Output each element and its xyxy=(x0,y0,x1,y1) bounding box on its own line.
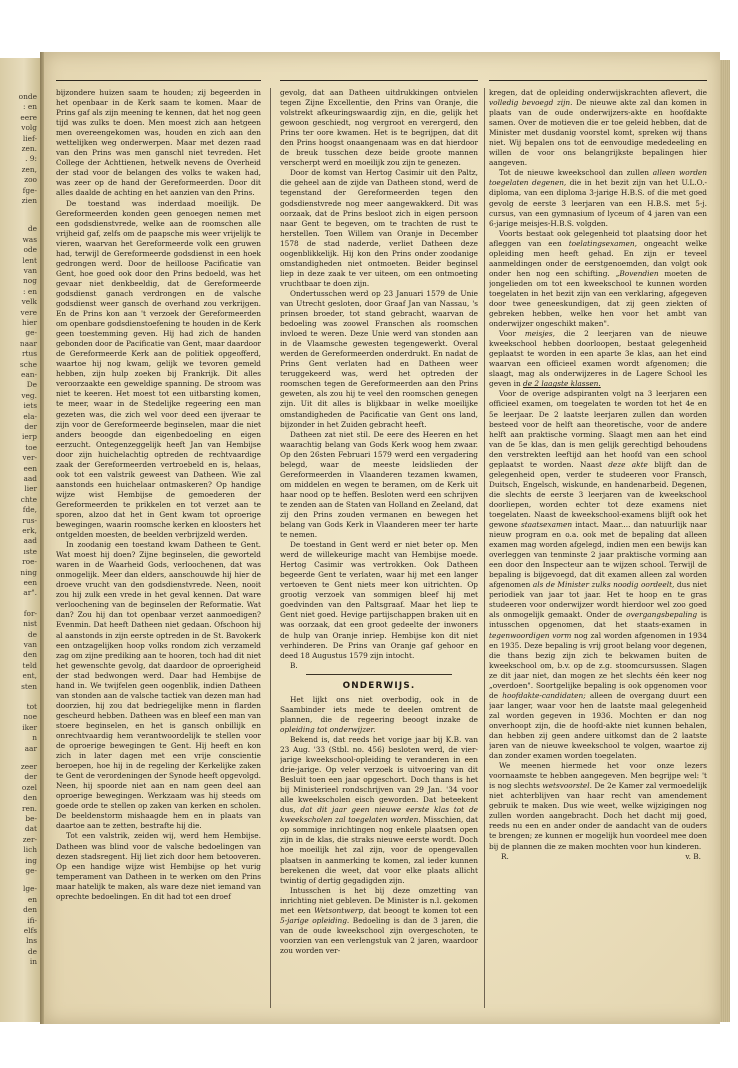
text-run: kregen, dat de opleiding onderwijskrachten aflevert, die xyxy=(489,88,707,97)
emphasis-run: tegenwoordigen vorm xyxy=(489,630,572,640)
prev-page-fragment: sten xyxy=(21,681,37,691)
prev-page-fragment: lich xyxy=(23,845,37,855)
col3-paragraph-5 xyxy=(489,389,707,761)
article-separator xyxy=(306,674,452,675)
prev-page-fragment: . 9: xyxy=(25,154,37,164)
prev-page-fragment: naar xyxy=(19,338,37,348)
col2-paragraph-5: De toestand in Gent werd er niet beter op. Men werd de willekeurige macht van Hembijse moede. Hertog Casimir was vertrokken. Ook Datheen begeerde Gent te verlaten, waar hij met een langer vertoeven te Gent niets meer kon uitrichten. Op grootig verzoek van sommigen bleef hij met goedvinden van den Paltsgraaf. Maar het liep te Gent niet goed. Hevige partijschappen braken uit en was oorzaak, dat een groot gedeelte der inwoners de hulp van Oranje inriep. Hembijse kon dit niet verhinderen. De Prins van Oranje gaf gehoor en deed 18 Augustus 1579 zijn intocht. xyxy=(280,540,478,660)
col2-paragraph-2: Door de komst van Hertog Casimir uit den Paltz, die geheel aan de zijde van Datheen stond, werd de tegenstand der Gereformeerden tegen den godsdienstvrede nog meer aangewakkerd. Dit was oorzaak, dat de Prins besloot zich in eigen persoon naar Gent te begeven, om te trachten de rust te herstellen. Toen Willem van Oranje in December 1578 de stad naderde, verliet Datheen deze oogenblikkelijk. Hij kon den Prins onder zoodanige omstandigheden niet ontmoeten. Beider beginsel liep in deze zaak te ver uiteen, om een ontmoeting vruchtbaar te doen zijn. xyxy=(280,168,478,288)
prev-page-fragment: onde xyxy=(18,92,37,101)
emphasis-run: dat dit jaar geen nieuwe eerste klas tot de kweekscholen zal toegelaten worden. xyxy=(280,805,478,825)
article-signature-row xyxy=(489,852,707,862)
prev-page-fragment: aad xyxy=(23,474,37,483)
prev-page-fragment: sche xyxy=(19,359,37,369)
signature-right: v. B. xyxy=(685,851,701,861)
text-run: alleen de overgang duurt een jaar langer, waar voor hen de laatste maal gelegenheid zal worden gegeven in 1936. Mochten er dan nog onverhoopt zijn, die de hoofd-akte niet kunnen behalen, dan hebben zij geen andere uitkomst dan de 2 laatste jaren van de nieuwe kweekschool te volgen, waartoe zij dan zonder examen worden toegelaten. xyxy=(489,690,707,761)
prev-page-fragment: aar xyxy=(24,743,37,753)
prev-page-fragment: eere xyxy=(20,112,37,122)
emphasis-run: toelatingsexamen, xyxy=(568,238,637,248)
prev-page-fragment: teld xyxy=(22,660,37,670)
prev-page-fragment: van xyxy=(23,640,37,649)
prev-page-fragment: ning xyxy=(20,567,37,577)
prev-page-fragment: be- xyxy=(25,814,37,823)
prev-page-fragment: fge- xyxy=(22,185,37,195)
emphasis-run: 5-jarige opleiding. xyxy=(280,915,350,925)
newspaper-page xyxy=(44,52,720,1024)
prev-page-fragment: hier xyxy=(21,318,37,327)
emphasis-run: Wetsontwerp, xyxy=(314,905,366,915)
prev-page-fragment: ar". xyxy=(23,588,37,598)
col2-paragraph-6 xyxy=(280,695,478,735)
prev-page-fragment: ing xyxy=(25,855,37,865)
text-run: Intusschen is het bij deze omzetting van inrichting niet gebleven. De Minister is n.l. gekomen met een xyxy=(280,885,478,915)
prev-page-fragment: zoo xyxy=(24,175,37,185)
prev-page-fragment: rtus xyxy=(21,349,37,359)
col2-paragraph-3: Ondertusschen werd op 23 Januari 1579 de Unie van Utrecht gesloten, door Graaf Jan van Nassau, 's prinsen broeder, tot stand gebracht, waarvan de bedoeling was zoowel Franschen als roomschen invloed te weren. Deze Unie werd van stonden aan in de Vlaamsche gewesten tegengewerkt. Overal werden de Gereformeerden onderdrukt. En nadat de Prins Gent verlaten had en Datheen weer teruggekeerd was, werd het optreden der roomschen tegen de Gereformeerden aan den Prins geweten, als zou hij te veel den roomschen genegen zijn. Uit dit alles is blijkbaar in welke moeilijke omstandigheden de Pacificatie van Gent ons land, bijzonder in het Zuiden gebracht heeft. xyxy=(280,288,478,429)
col1-paragraph-4: Tot een valstrik, zeiden wij, werd hem Hembijse. Datheen was blind voor de valsche bedoelingen van dezen stadsregent. Hij liet zich door hem betooveren. Op een handige wijze wist Hembijse op het vurig temperament van Datheen in te werken om den Prins maar hatelijk te maken, als ware deze niet iemand van oprechte bedoelingen. En dit had tot een droef xyxy=(56,831,261,901)
col3-paragraph-4 xyxy=(489,329,707,389)
prev-page-fragment: en xyxy=(27,894,37,904)
prev-page-fragment: zien xyxy=(21,196,37,205)
emphasis-run: alleen worden toegelaten degenen, xyxy=(489,168,707,188)
prev-page-fragment: nog xyxy=(23,276,37,286)
prev-page-fragment: : en xyxy=(23,286,37,296)
prev-page-fragment: den xyxy=(23,905,37,915)
prev-page-fragment: veg. xyxy=(21,390,37,400)
prev-page-fragment: velk xyxy=(21,297,37,307)
prev-page-fragment: ge- xyxy=(25,866,37,875)
emphasis-run: volledig bevoegd zijn. xyxy=(489,98,573,108)
article-signature-b: B. xyxy=(290,660,298,670)
prev-page-fragment: noe xyxy=(23,712,37,722)
prev-page-fragment: lge- xyxy=(23,884,37,894)
top-rule-col2 xyxy=(280,80,478,81)
prev-page-fragment: De xyxy=(26,380,37,390)
prev-page-fragment: erk, xyxy=(22,526,37,535)
prev-page-fragment: zen, xyxy=(21,164,37,174)
prev-page-fragment: n xyxy=(32,733,37,743)
prev-page-fragment: ifi- xyxy=(27,915,37,925)
col3-paragraph-1 xyxy=(489,88,707,168)
text-run: is intusschen opgenomen, dat het staats-examen in xyxy=(489,610,707,630)
prev-page-fragment: lent xyxy=(22,255,37,265)
text-run: moeten de jongelieden om tot een kweekschool te kunnen worden toegelaten in het bezit zijn van een verklaring, afgegeven door twee geneeskundigen, dat zij geen ziekten of gebreken hebben, welke hen voor het ambt van onderwijzer ongeschikt maken". xyxy=(489,268,707,329)
prev-page-fragment: ver- xyxy=(22,453,37,463)
prev-page-fragment: dat xyxy=(24,824,37,834)
text-run: die 2 leerjaren van de nieuwe kweekschool hebben doorloopen, bestaat gelegenheid geplaatst te worden in een aparte 3e klas, aan het eind waarvan een officieel examen wordt afgenomen; die slaagt, mag als onderwijzeres in de Lagere School les geven in xyxy=(489,329,707,389)
prev-page-fragment: ean- xyxy=(20,370,37,379)
prev-page-fragment: ierp xyxy=(21,432,37,442)
prev-page-fragment: tot xyxy=(26,702,37,711)
prev-page-fragment: den xyxy=(23,793,37,803)
text-run: Misschien, dat op sommige inrichtingen nog enkele plaatsen open zijn in de klas, die straks nieuwe eerste wordt. Doch hoe moeilijk het zal zijn, voor de opengevallen plaatsen in aanmerking te komen, zal ieder kunnen berekenen die weet, dat voor elke plaats allicht twintig of dertig gegadigden zijn. xyxy=(280,815,478,885)
col2-paragraph-7 xyxy=(280,735,478,886)
prev-page-fragment: toe xyxy=(25,442,37,452)
prev-page-fragment: ge- xyxy=(25,328,37,338)
prev-page-fragment: ent, xyxy=(22,671,37,681)
prev-page-fragment: ıste xyxy=(23,546,37,556)
col3-paragraph-6 xyxy=(489,761,707,851)
prev-page-fragment: : en xyxy=(23,102,37,112)
col3-paragraph-2 xyxy=(489,168,707,228)
prev-page-fragment: ren. xyxy=(21,803,37,813)
prev-page-fragment: lns xyxy=(26,936,37,946)
prev-page-fragment: volg xyxy=(21,123,37,133)
text-run: ongeacht welke opleiding men heeft gehad. En zijn er teveel aanmeldingen onder de eerstgenoemden, dan volgt ook onder hen nog een schifting. xyxy=(489,238,707,278)
column-1 xyxy=(56,88,261,1008)
emphasis-run: overgangsbepaling xyxy=(626,610,698,620)
prev-page-fragment: der xyxy=(24,422,37,431)
prev-page-fragment: ode xyxy=(23,245,37,255)
emphasis-run: deze akte xyxy=(608,459,648,469)
col2-paragraph-8 xyxy=(280,886,478,956)
prev-page-fragment: de xyxy=(27,946,37,956)
prev-page-fragment: de xyxy=(27,224,37,234)
emphasis-run: „Bovendien xyxy=(615,268,659,278)
col3-paragraph-3 xyxy=(489,229,707,329)
col1-paragraph-3: In zoodanig een toestand kwam Datheen te Gent. Wat moest hij doen? Zijne beginselen, die geworteld waren in de Waarheid Gods, verloochenen, dat was onmogelijk. Meer dan elders, aanschouwde hij hier de droeve vrucht van den godsdienstvrede. Neen, nooit zou hij zulk een vrede in het geval kennen. Dat ware verloochening van de beginselen der Reformatie. Wat dan? Zou hij dan tot openbaar verzet aanmoedigen? Evenmin. Dat heeft Datheen niet gedaan. Ofschoon hij al aanstonds in zijn eerste optreden in de St. Bavokerk een ontzagelijken hoop volks rondom zich verzameld zag om zijne prediking aan te hooren, toch had dit niet het gewenschte gevolg, dat daardoor de oproerigheid der stad bedwongen werd. Daar had Hembijse de hand in. We twijfelen geen oogenblik, indien Datheen van stonden aan de valsche tactiek van dezen man had doorzien, hij zou dat bedriegelijke menn in flarden gescheurd hebben. Datheen was en bleef een man van stoere beginselen, en het is gansch onbillijk en onrechtvaardig hem verantwoordelijk te stellen voor de oproerige bewegingen te Gent. Hij heeft en kon zich in later dagen met een vrije conscientie beroepen, hoe hij in de regeling der Kerkelijke zaken te Gent de verordeningen der Synode heeft opgevolgd. Neen, hij spoorde niet aan en nam geen deel aan oproerige bewegingen. Werkzaam was hij steeds om goede orde te stellen op zaken van kerken en scholen. De beeldenstorm mishaagde hem en in plaats van daartoe aan te zetten, bestrafte hij die. xyxy=(56,540,261,831)
column-divider-2 xyxy=(484,88,485,1008)
prev-page-fragment: aad xyxy=(23,536,37,546)
prev-page-fragment: vere xyxy=(20,307,37,317)
col2-paragraph-1: gevolg, dat aan Datheen uitdrukkingen ontvielen tegen Zijne Excellentie, den Prins van Oranje, die volstrekt afkeuringswaardig zijn, en die, gelijk het gewoon geschiedt, nog vergroot en verergerd, den Prins ter oore kwamen. Het is te begrijpen, dat dit den Prins hoogst onaangenaam was en dat hierdoor de breuk tusschen deze beide groote mannen verscherpt werd en moeilijk zou zijn te genezen. xyxy=(280,88,478,168)
prev-page-fragment: chte xyxy=(20,494,37,504)
prev-page-fragment: der xyxy=(24,772,37,782)
emphasis-run: meisjes, xyxy=(524,329,555,339)
prev-page-fragment: nist xyxy=(23,619,37,629)
prev-page-fragment: ela- xyxy=(23,411,37,421)
emphasis-run: wetsvoorstel. xyxy=(542,781,592,791)
col2-paragraph-4: Datheen zat niet stil. De eere des Heeren en het waarachtig belang van Gods Kerk woog hem zwaar. Op den 26sten Februari 1579 werd een vergadering belegd, waar de meeste leidslieden der Gereformeerden in Vlaanderen tezamen kwamen, om middelen en wegen te beramen, om de Kerk uit haar nood op te heffen. Besloten werd een schrijven te zenden aan de Staten van Holland en Zeeland, dat zij den Prins zouden vermanen en bewegen het belang van Gods Kerk in Vlaanderen meer ter harte te nemen. xyxy=(280,429,478,540)
emphasis-run: opleiding tot onderwijzer. xyxy=(280,724,376,734)
text-run: De nieuwe akte zal dan komen in plaats van de oude onderwijzers-akte en hoofdakte samen. Over de motieven die er toe geleid hebben, dat de Minister met dusdanig voorstel komt, spreken wij thans niet. Wij bepalen ons tot de eenvoudige mededeeling en willen de voor ons belangrijkste bepalingen hier aangeven. xyxy=(489,98,707,168)
prev-page-fragment: was xyxy=(22,234,37,244)
emphasis-run: de 2 laagste klassen. xyxy=(523,379,601,389)
column-2 xyxy=(280,88,478,1008)
text-run: Voor de overige adspiranten volgt na 3 leerjaren een officieel examen, om toegelaten te worden tot het 4e en 5e leerjaar. De 2 laatste leerjaren zullen dan worden besteed voor de helft aan theoretische, voor de andere helft aan praktische vorming. Slaagt men aan het eind van de 5e klas, dan is men gelijk gerechtigd behoudens den verstrekten leeftijd aan het hoofd van een school geplaatst te worden. Naast xyxy=(489,389,707,469)
col1-paragraph-2: De toestand was inderdaad moeilijk. De Gereformeerden konden geen genoegen nemen met een godsdienstvrede, welke aan de roomschen alle vrijheid gaf, zelfs om de paapsche mis weer vrijelijk te vieren, waarvan het Gereformeerde volk een gruwen had, terwijl de Gereformeerde godsdienst in een hoek gedrongen werd. Door de heilloose Pacificatie van Gent, hoe goed ook door den Prins bedoeld, was het gevaar niet denkbeeldig, dat de Gereformeerde godsdienst ganach verdrongen en de valsche godsdienst weer gansch de overhand zou verkrijgen. En de Prins kon aan 't verzoek der Gereformeerden om openbare godsdienstoefening te houden in de Kerk geen toestemming geven. Hij had zich de handen gebonden door de Pacificatie van Gent, maar daardoor de Gereformeerde Kerk aan de politiek opgeofferd, waartoe hij nog kwam, gelijk we tevoren gemeld hebben, zijn hulp zoeken bij Frankrijk. Dit alles veroorzaakte een geweldige spanning. De stroom was niet te keeren. Het moest tot een uitbarsting komen, te meer, waar in de Stedelijke regeering een man gezeten was, die zich wel voor deed een ijveraar te zijn voor de Gereformeerde beginselen, maar die niet anders beoogde dan eigenbedoeling en eigen eerzucht. Ontegenzeggelijk heeft Jan van Hembijse door zijn huichelachtig optreden de rechtvaardige zaak der Gereformeerden vertroebeld en is, helaas, ook tot een valstrik geweest van Datheen. Wie zal aanstonds een huichelaar ontmaskeren? Op handige wijze wist Hembijse de gemoederen der Gereformeerden te prikkelen en tot verzet aan te sporen, alzoo dat het in Gent kwam tot oproerige bewegingen, waarin roomsche kerken en kloosters het ontgelden moesten, de beelden verbrijzeld werden. xyxy=(56,198,261,540)
prev-page-fragment: lief- xyxy=(22,133,37,143)
text-run: blijft dan de gelegenheid open, verder te studeeren voor Fransch, Duitsch, Engelsch, wiskunde, en handenarbeid. Degenen, die slechts de eerste 3 leerjaren van de kweekschool doorliepen, worden echter tot deze examens niet toegelaten. Naast de kweekschool-examens blijft ook het gewone xyxy=(489,459,707,530)
emphasis-run: staatsexamen xyxy=(520,520,573,530)
text-run: Het lijkt ons niet overbodig, ook in de Saambinder iets mede te deelen omtrent de plannen, die de regeering beoogt inzake de xyxy=(280,694,478,724)
text-run: Tot de nieuwe kweekschool dan zullen xyxy=(499,168,650,178)
emphasis-run: als de Minister zulks noodig oordeelt, xyxy=(532,580,675,590)
prev-page-fragment: rus- xyxy=(22,515,37,525)
prev-page-fragment: roe- xyxy=(22,557,37,567)
prev-page-fragment: van xyxy=(23,266,37,275)
text-run: Voorts bestaat ook gelegenheid tot plaatsing door het afleggen van een xyxy=(489,228,707,248)
prev-page-fragment: zer- xyxy=(22,834,37,844)
prev-page-fragment: lier xyxy=(24,484,37,494)
text-run: Bedoeling is dan de 3 jaren, die van de oude kweekschool zijn overgeschoten, te voorzien van een verlengstuk van 2 jaren, waardoor zou worden ver- xyxy=(280,915,478,955)
text-run: Voor xyxy=(499,329,516,339)
previous-page-margin xyxy=(0,58,40,1022)
prev-page-fragment: zeer xyxy=(20,762,37,771)
col1-paragraph-1: bijzondere huizen saam te houden; zij begeerden in het openbaar in de Kerk saam te komen. Maar de Prins gaf als zijn meening te kennen, dat het nog geen tijd was zulks te doen. Men moest zich aan hetgeen men overeengekomen was, houden en zich aan den wettelijken weg onderwerpen. Maar met dezen raad van den Prins was men ganschl niet tevreden. Het College der Achttienen, hetwelk nevens de Overheid der stad voor de belangen des volks te waken had, was zeer op de hand der Gereformeerden. Door dit alles daalde de achting en het aanzien van den Prins. xyxy=(56,88,261,198)
prev-page-fragment: ozel xyxy=(21,782,37,792)
text-run: dat beoogt te komen tot een xyxy=(368,905,478,915)
prev-page-fragment: zen. xyxy=(21,144,37,153)
signature-left: R. xyxy=(501,851,509,861)
text-run: dus niet periodiek van jaar tot jaar. Het te hoop en te gras studeeren voor onderwijzer wordt hierdoor wel zoo goed als onmogelijk gemaakt. Onder de xyxy=(489,580,707,620)
emphasis-run: hoofdakte-candidaten; xyxy=(502,690,586,700)
prev-page-fragment: elfs xyxy=(23,926,37,935)
prev-page-fragment: de xyxy=(27,629,37,639)
text-run: We meenen hiermede het voor onze lezers voornaamste te hebben aangegeven. Men begrijpe wel: 't is nog slechts xyxy=(489,761,707,791)
text-run: die in het bezit zijn van het U.L.O.-diploma, van een diploma 3-jarige H.B.S. of die met goed gevolg de eerste 3 leerjaren van een H.B.S. met 5-j. cursus, van een gymnasium of lyceum of 4 jaren van een 6-jarige meisjes-H.B.S. volgden. xyxy=(489,178,707,228)
text-run: intact. Maar.... dan natuurlijk naar nieuw program en o.a. ook met de bepaling dat alleen examen mag worden afgelegd, indien men een bewijs kan overleggen van tenminste 2 jaar praktische vorming aan een door den Inspecteur aan te wijzen school. Terwijl de bepaling is bijgevoegd, dat dit examen alleen zal worden afgenomen xyxy=(489,520,707,590)
text-run: nog zal worden afgenomen in 1934 en 1935. Deze bepaling is vrij groot belang voor degenen, die thans bezig zijn zich te bekwamen buiten de kweekschool om, b.v. op de z.g. stoomcursussen. Slagen ze dit jaar niet, dan mogen ze het slechts één keer nog „overdoen". Soortgelijke bepaling is ook opgenomen voor de xyxy=(489,630,707,700)
column-divider-1 xyxy=(270,88,271,1008)
section-heading-onderwijs: ONDERWIJS. xyxy=(342,680,416,691)
text-run: Bekend is, dat reeds het vorige jaar bij K.B. van 23 Aug. '33 (Stbl. no. 456) besloten werd, de vier-jarige kweekschool-opleiding te veranderen in een drie-jarige. Op veler verzoek is uitvoering van dit Besluit toen een jaar opgeschort. Doch thans is het bij Ministerieel rondschrijven van 29 Jan. '34 voor alle kweekscholen eisch geworden. Dat beteekent dus, xyxy=(280,734,478,815)
top-rule-col1 xyxy=(56,80,261,81)
top-rule-col3 xyxy=(489,80,707,81)
text-run: De 2e Kamer zal vermoedelijk niet achterblijven van haar recht van amendement gebruik te maken. Dus wie weet, welke wijzigingen nog zullen worden aangebracht. Doch het dacht mij goed, reeds nu een en ander onder de aandacht van de ouders te brengen; ze kunnen er mogelijk hun voordeel mee doen bij de plannen die ze maken mochten voor hun kinderen. xyxy=(489,781,707,851)
prev-page-fragment: iets xyxy=(23,401,37,411)
prev-page-fragment: een xyxy=(23,463,37,473)
prev-page-fragment: een xyxy=(23,578,37,587)
prev-page-fragment: in xyxy=(29,957,37,967)
prev-page-fragment: fde, xyxy=(22,505,37,515)
prev-page-fragment: iker xyxy=(22,722,37,732)
column-3 xyxy=(489,88,707,1008)
prev-page-fragment: for- xyxy=(23,608,37,618)
prev-page-fragment: den xyxy=(23,650,37,660)
